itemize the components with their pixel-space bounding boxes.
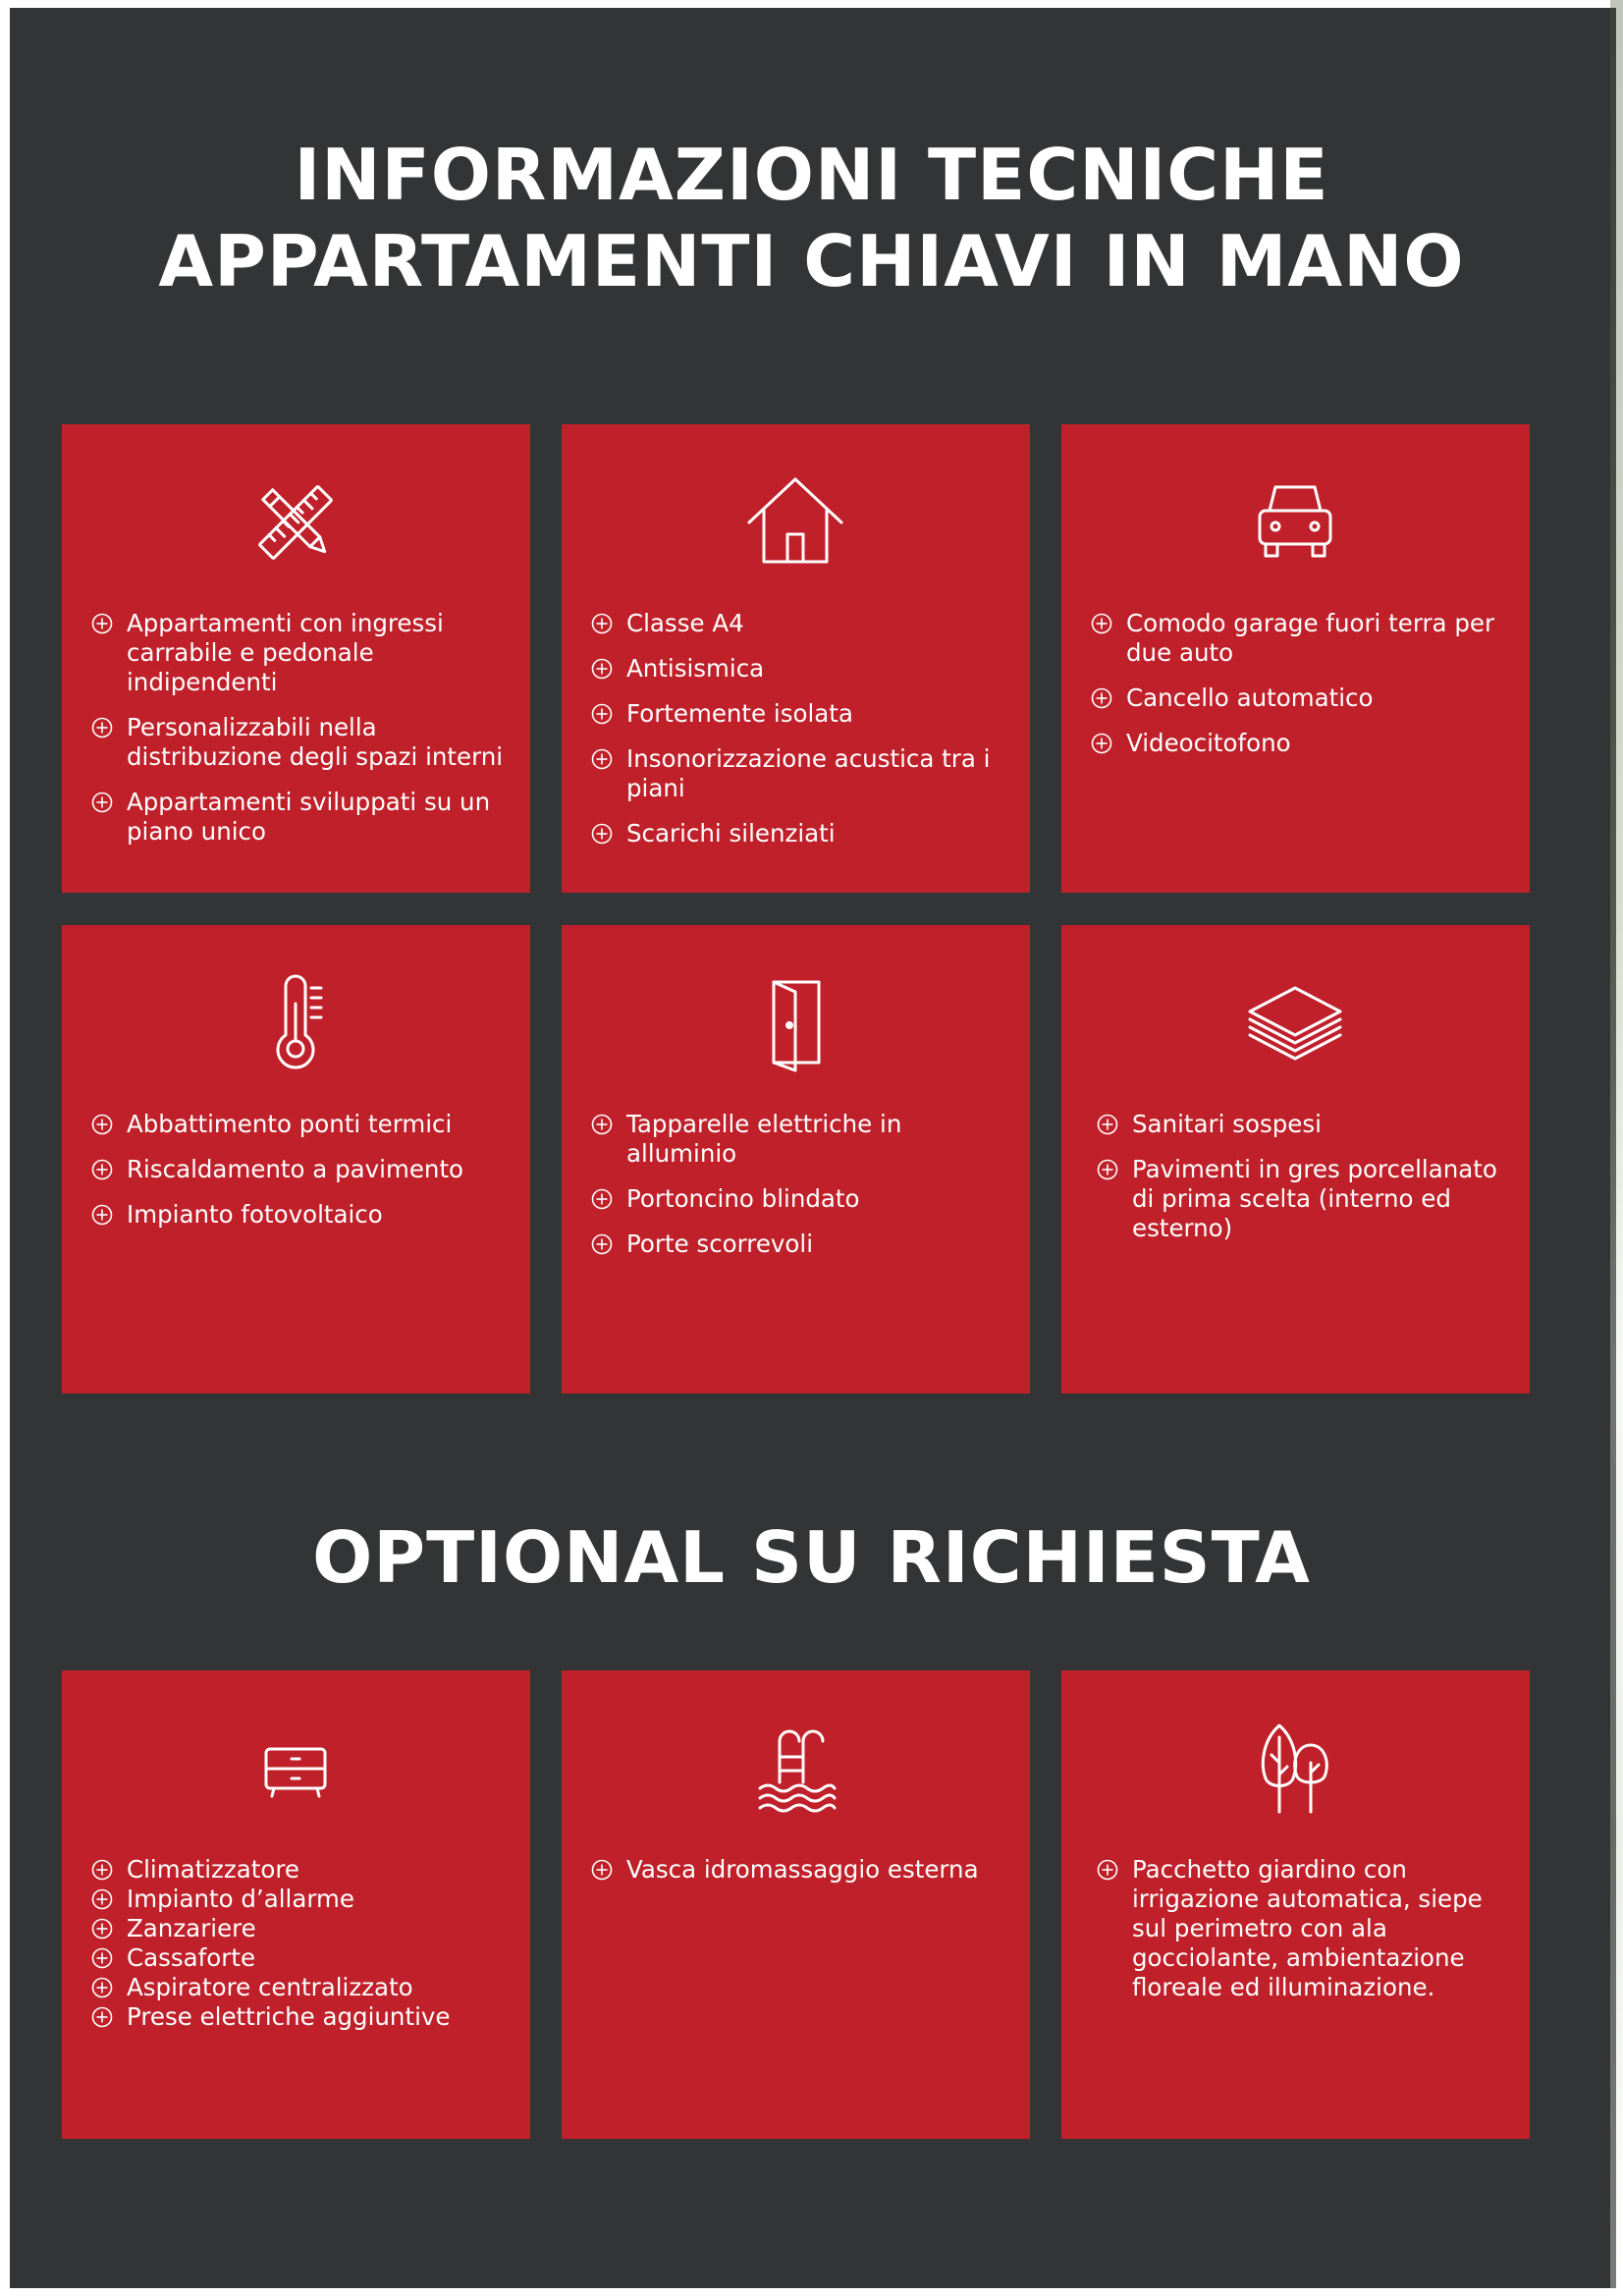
list-item-text: Riscaldamento a pavimento — [127, 1155, 464, 1183]
list-item-text: Fortemente isolata — [626, 699, 853, 728]
plus-circle-icon — [591, 1188, 613, 1210]
list-item — [1091, 683, 1508, 713]
optional-list — [591, 1855, 1008, 1900]
list-item-text: Portoncino blindato — [626, 1184, 860, 1213]
plus-circle-icon — [1091, 687, 1112, 709]
plus-circle-icon — [1091, 733, 1112, 754]
plus-circle-icon — [591, 823, 613, 845]
list-item — [591, 819, 1008, 848]
list-item-text: Vasca idromassaggio esterna — [626, 1855, 979, 1884]
list-item-text: Pavimenti in gres porcellanato di prima scelta (interno ed esterno) — [1132, 1155, 1497, 1242]
layers-icon — [1246, 974, 1344, 1072]
plus-circle-icon — [591, 748, 613, 770]
feature-card-layout — [62, 424, 530, 893]
list-item-text: Cancello automatico — [1126, 683, 1374, 712]
plus-circle-icon — [91, 1977, 113, 1998]
list-item-text: Impianto fotovoltaico — [127, 1200, 383, 1229]
house-icon — [746, 473, 844, 572]
list-item-text: Antisismica — [626, 654, 765, 683]
list-item — [91, 1914, 509, 1943]
list-item-text: Prese elettriche aggiuntive — [127, 2002, 451, 2031]
plus-circle-icon — [91, 1918, 113, 1940]
list-item-text: Pacchetto giardino con irrigazione automatica, siepe sul perimetro con ala gocciolante, ambientazione floreale ed illuminazione. — [1132, 1855, 1483, 2001]
feature-list — [591, 1110, 1008, 1275]
list-item-text: Appartamenti con ingressi carrabile e pedonale indipendenti — [127, 609, 444, 696]
list-item-text: Scarichi silenziati — [626, 819, 836, 847]
list-item — [591, 1184, 1008, 1214]
page-title-line-2: APPARTAMENTI CHIAVI IN MANO — [158, 220, 1465, 302]
plus-circle-icon — [91, 1888, 113, 1910]
list-item — [91, 1155, 509, 1184]
list-item-text: Impianto d’allarme — [127, 1885, 354, 1913]
feature-list — [91, 1110, 509, 1245]
plus-circle-icon — [91, 1947, 113, 1969]
plus-circle-icon — [91, 2006, 113, 2028]
list-item — [91, 713, 509, 772]
feature-list — [1097, 1110, 1508, 1259]
list-item — [591, 1230, 1008, 1259]
feature-list — [1091, 609, 1508, 774]
car-icon — [1246, 473, 1344, 572]
list-item — [91, 1885, 509, 1914]
plus-circle-icon — [591, 1233, 613, 1255]
optional-list — [1097, 1855, 1508, 2018]
list-item — [91, 1973, 509, 2002]
list-item — [91, 788, 509, 847]
list-item — [591, 654, 1008, 683]
feature-card-finishes — [1061, 925, 1530, 1394]
list-item-text: Tapparelle elettriche in alluminio — [626, 1110, 902, 1168]
feature-list — [91, 609, 509, 862]
list-item-text: Abbattimento ponti termici — [127, 1110, 453, 1138]
list-item-text: Personalizzabili nella distribuzione degli spazi interni — [127, 713, 504, 771]
list-item — [591, 1110, 1008, 1169]
list-item — [91, 1943, 509, 1973]
list-item — [91, 2002, 509, 2032]
scan-edge — [1610, 0, 1623, 2296]
list-item — [91, 1855, 509, 1885]
list-item-text: Appartamenti sviluppati su un piano unico — [127, 788, 491, 846]
plus-circle-icon — [91, 1859, 113, 1881]
air-conditioner-icon — [246, 1720, 345, 1818]
trees-icon — [1246, 1720, 1344, 1818]
plus-circle-icon — [91, 1114, 113, 1135]
list-item — [1097, 1855, 1508, 2002]
list-item — [1097, 1110, 1508, 1139]
optional-card-garden — [1061, 1670, 1530, 2139]
plus-circle-icon — [91, 1204, 113, 1226]
plus-circle-icon — [1097, 1114, 1118, 1135]
list-item-text: Sanitari sospesi — [1132, 1110, 1322, 1138]
feature-list — [591, 609, 1008, 864]
list-item — [591, 609, 1008, 638]
list-item — [1091, 729, 1508, 758]
pool-ladder-icon — [746, 1720, 844, 1818]
list-item — [91, 1200, 509, 1230]
plus-circle-icon — [91, 1159, 113, 1180]
plus-circle-icon — [591, 658, 613, 680]
plus-circle-icon — [1097, 1159, 1118, 1180]
list-item — [591, 744, 1008, 803]
feature-card-garage — [1061, 424, 1530, 893]
list-item-text: Porte scorrevoli — [626, 1230, 814, 1258]
list-item-text: Classe A4 — [626, 609, 744, 637]
optional-list — [91, 1855, 509, 2032]
optional-section-title: OPTIONAL SU RICHIESTA — [312, 1516, 1311, 1599]
list-item-text: Zanzariere — [127, 1914, 256, 1942]
plus-circle-icon — [591, 1859, 613, 1881]
list-item — [1097, 1155, 1508, 1243]
ruler-pencil-icon — [246, 473, 345, 572]
plus-circle-icon — [91, 717, 113, 738]
list-item — [1091, 609, 1508, 668]
page-title-line-1: INFORMAZIONI TECNICHE — [294, 134, 1329, 216]
list-item — [591, 699, 1008, 729]
plus-circle-icon — [1091, 613, 1112, 634]
plus-circle-icon — [1097, 1859, 1118, 1881]
plus-circle-icon — [591, 613, 613, 634]
thermometer-icon — [246, 974, 345, 1072]
plus-circle-icon — [591, 1114, 613, 1135]
list-item-text: Climatizzatore — [127, 1855, 299, 1884]
feature-card-doors — [562, 925, 1030, 1394]
list-item — [91, 1110, 509, 1139]
feature-card-building — [562, 424, 1030, 893]
plus-circle-icon — [91, 613, 113, 634]
list-item — [91, 609, 509, 697]
plus-circle-icon — [591, 703, 613, 725]
plus-circle-icon — [91, 792, 113, 813]
list-item-text: Cassaforte — [127, 1943, 256, 1972]
list-item — [591, 1855, 1008, 1885]
optional-card-pool — [562, 1670, 1030, 2139]
door-icon — [746, 974, 844, 1072]
list-item-text: Videocitofono — [1126, 729, 1291, 757]
list-item-text: Comodo garage fuori terra per due auto — [1126, 609, 1495, 667]
list-item-text: Aspiratore centralizzato — [127, 1973, 413, 2001]
optional-card-systems — [62, 1670, 530, 2139]
list-item-text: Insonorizzazione acustica tra i piani — [626, 744, 991, 802]
feature-card-energy — [62, 925, 530, 1394]
